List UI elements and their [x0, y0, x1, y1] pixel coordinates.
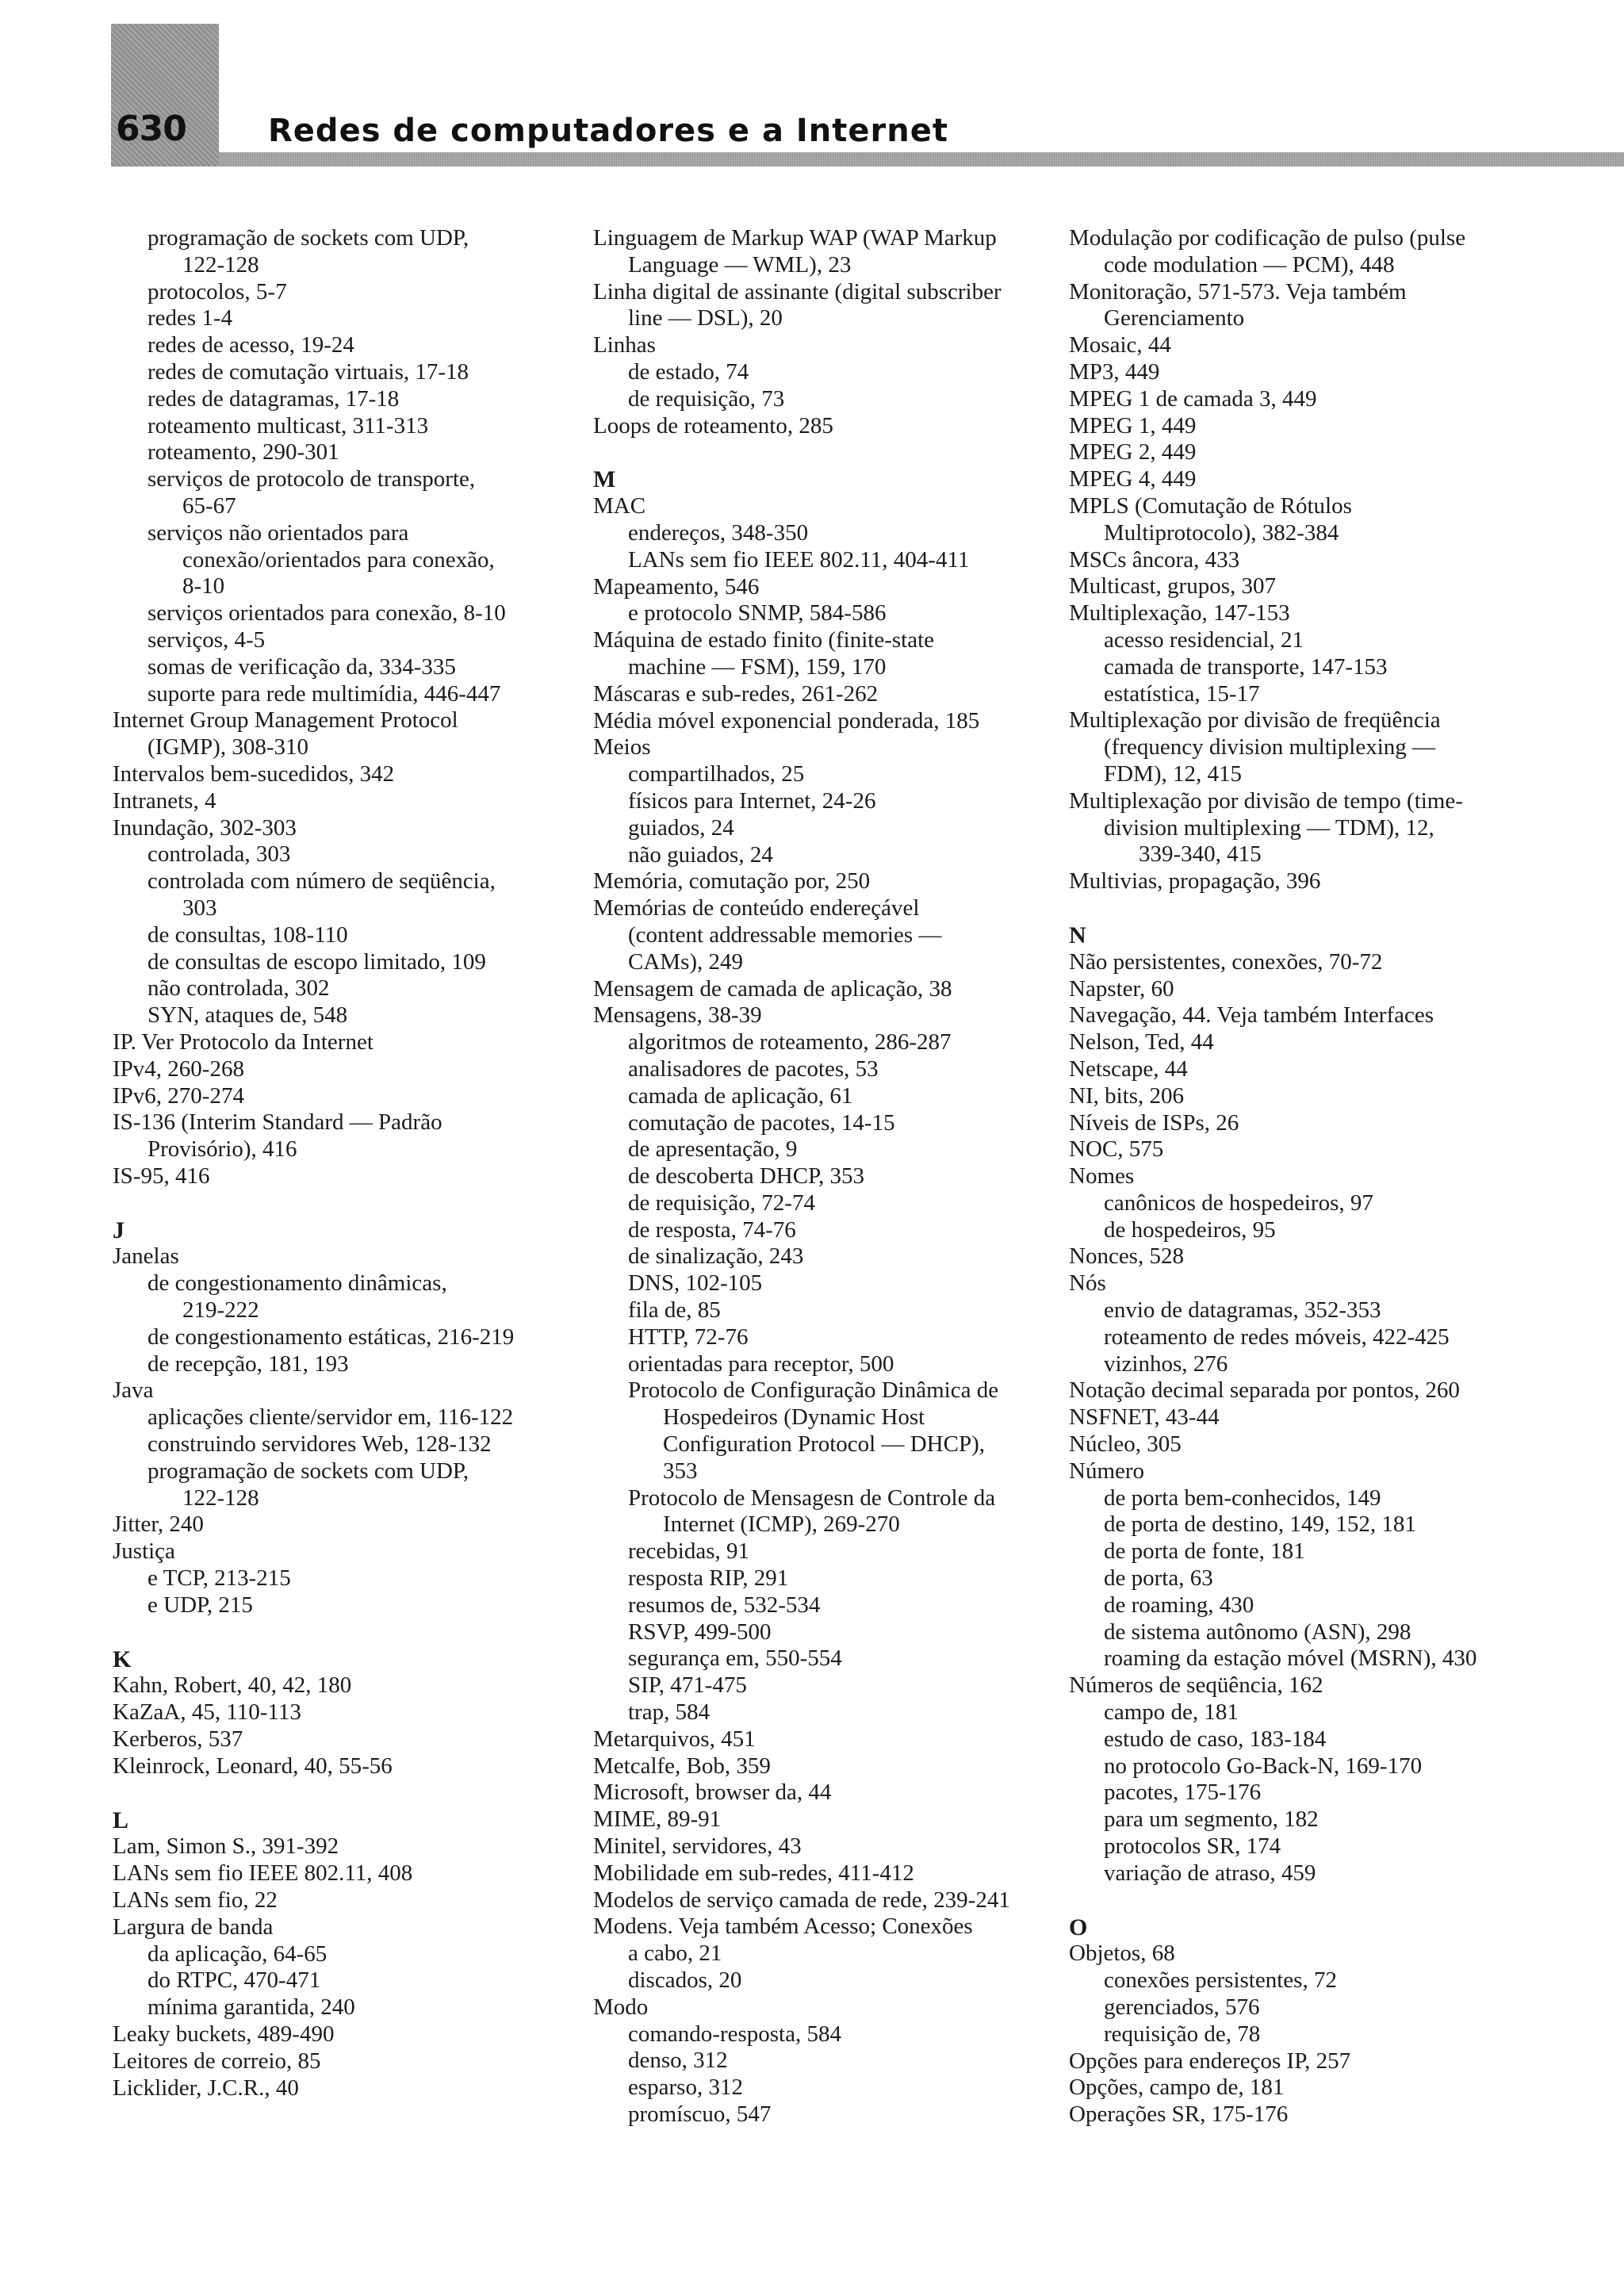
- index-entry: Média móvel exponencial ponderada, 185: [593, 707, 980, 734]
- index-subentry: acesso residencial, 21: [1104, 626, 1304, 653]
- index-entry: MPLS (Comutação de Rótulos: [1069, 492, 1352, 519]
- index-subentry: vizinhos, 276: [1104, 1350, 1228, 1377]
- index-subentry: de recepção, 181, 193: [147, 1350, 349, 1377]
- index-entry: IS-95, 416: [113, 1163, 210, 1189]
- index-entry: Inundação, 302-303: [113, 814, 297, 841]
- index-subentry: recebidas, 91: [628, 1538, 749, 1565]
- index-column-2: [593, 225, 1069, 2128]
- index-entry: Mensagens, 38-39: [593, 1002, 762, 1029]
- index-entry: Multicast, grupos, 307: [1069, 573, 1276, 600]
- index-subentry: 219-222: [182, 1297, 259, 1324]
- index-entry: Minitel, servidores, 43: [593, 1833, 802, 1860]
- header-rule: [219, 152, 1624, 167]
- index-entry: KaZaA, 45, 110-113: [113, 1699, 301, 1726]
- index-subentry: aplicações cliente/servidor em, 116-122: [147, 1404, 514, 1431]
- index-subentry: de requisição, 72-74: [628, 1190, 815, 1216]
- index-subentry: de hospedeiros, 95: [1104, 1216, 1276, 1243]
- index-entry: Máquina de estado finito (finite-state: [593, 627, 935, 653]
- index-subentry: somas de verificação da, 334-335: [147, 653, 456, 680]
- index-entry: Notação decimal separada por pontos, 260: [1069, 1377, 1460, 1404]
- index-entry: Loops de roteamento, 285: [593, 412, 833, 439]
- index-subentry: Provisório), 416: [147, 1136, 297, 1163]
- index-subentry: de roaming, 430: [1104, 1592, 1254, 1618]
- index-entry: Microsoft, browser da, 44: [593, 1780, 832, 1806]
- index-subentry: SYN, ataques de, 548: [147, 1002, 348, 1029]
- index-subentry: FDM), 12, 415: [1104, 760, 1243, 787]
- index-subentry: 65-67: [182, 492, 236, 519]
- index-subentry: de requisição, 73: [628, 385, 785, 412]
- section-gap: [593, 439, 1069, 466]
- index-entry: MSCs âncora, 433: [1069, 546, 1240, 573]
- index-entry: Modelos de serviço camada de rede, 239-241: [593, 1887, 1010, 1913]
- index-subentry: Configuration Protocol — DHCP),: [663, 1431, 985, 1458]
- index-subentry: compartilhados, 25: [628, 761, 805, 787]
- index-subentry: protocolos SR, 174: [1104, 1833, 1281, 1860]
- index-entry: Número: [1069, 1458, 1145, 1484]
- index-subentry: redes de comutação virtuais, 17-18: [147, 358, 469, 385]
- page-number: 630: [116, 109, 186, 149]
- index-subentry: suporte para rede multimídia, 446-447: [147, 680, 501, 707]
- index-entry: Leitores de correio, 85: [113, 2048, 321, 2074]
- index-subentry: de congestionamento dinâmicas,: [147, 1270, 447, 1297]
- index-entry: Mensagem de camada de aplicação, 38: [593, 975, 952, 1002]
- index-subentry: roteamento de redes móveis, 422-425: [1104, 1324, 1450, 1350]
- index-subentry: mínima garantida, 240: [147, 1994, 355, 2021]
- index-entry: Opções para endereços IP, 257: [1069, 2048, 1351, 2074]
- index-entry: Operações SR, 175-176: [1069, 2101, 1289, 2128]
- index-subentry: serviços, 4-5: [147, 626, 266, 653]
- index-entry: Kleinrock, Leonard, 40, 55-56: [113, 1753, 393, 1779]
- index-subentry: Internet (ICMP), 269-270: [663, 1511, 900, 1538]
- index-entry: Multiplexação por divisão de tempo (time-: [1069, 787, 1463, 814]
- index-subentry: esparso, 312: [628, 2075, 743, 2101]
- index-subentry: camada de aplicação, 61: [628, 1082, 853, 1109]
- index-subentry: DNS, 102-105: [628, 1270, 763, 1297]
- index-entry: Modulação por codificação de pulso (pulse: [1069, 225, 1466, 251]
- index-subentry: HTTP, 72-76: [628, 1324, 749, 1350]
- index-entry: MP3, 449: [1069, 358, 1160, 385]
- index-entry: MPEG 4, 449: [1069, 466, 1197, 492]
- index-subentry: redes de acesso, 19-24: [147, 332, 354, 358]
- index-subentry: camada de transporte, 147-153: [1104, 653, 1388, 680]
- index-subentry: 122-128: [182, 251, 259, 278]
- index-entry: Multivias, propagação, 396: [1069, 868, 1321, 895]
- index-subentry: RSVP, 499-500: [628, 1619, 772, 1645]
- index-subentry: no protocolo Go-Back-N, 169-170: [1104, 1753, 1423, 1779]
- index-entry: MPEG 2, 449: [1069, 439, 1197, 465]
- section-letter: J: [113, 1216, 124, 1243]
- section-gap: [113, 1780, 588, 1807]
- index-entry: Navegação, 44. Veja também Interfaces: [1069, 1002, 1434, 1029]
- index-subentry: programação de sockets com UDP,: [147, 225, 469, 251]
- running-title: Redes de computadores e a Internet: [268, 113, 948, 149]
- index-subentry: de consultas de escopo limitado, 109: [147, 948, 486, 975]
- index-subentry: (frequency division multiplexing —: [1104, 734, 1436, 760]
- index-subentry: SIP, 471-475: [628, 1672, 747, 1699]
- index-subentry: não guiados, 24: [628, 841, 773, 868]
- index-entry: Máscaras e sub-redes, 261-262: [593, 680, 879, 707]
- index-subentry: do RTPC, 470-471: [147, 1967, 321, 1994]
- index-entry: Metcalfe, Bob, 359: [593, 1753, 771, 1779]
- index-subentry: roaming da estação móvel (MSRN), 430: [1104, 1645, 1477, 1672]
- index-subentry: construindo servidores Web, 128-132: [147, 1431, 492, 1458]
- index-subentry: campo de, 181: [1104, 1699, 1239, 1726]
- index-entry: NI, bits, 206: [1069, 1082, 1184, 1109]
- index-subentry: 8-10: [182, 573, 225, 600]
- index-subentry: Multiprotocolo), 382-384: [1104, 519, 1339, 546]
- index-entry: Licklider, J.C.R., 40: [113, 2075, 299, 2101]
- index-entry: Lam, Simon S., 391-392: [113, 1833, 339, 1860]
- index-entry: Java: [113, 1377, 154, 1404]
- index-entry: Linha digital de assinante (digital subscriber: [593, 278, 1002, 305]
- index-entry: IPv4, 260-268: [113, 1055, 244, 1082]
- index-subentry: Language — WML), 23: [628, 251, 852, 278]
- index-subentry: 122-128: [182, 1485, 259, 1511]
- index-entry: Opções, campo de, 181: [1069, 2075, 1285, 2101]
- index-subentry: 353: [663, 1458, 698, 1484]
- index-subentry: protocolos, 5-7: [147, 278, 287, 305]
- index-subentry: resposta RIP, 291: [628, 1565, 789, 1592]
- index-subentry: pacotes, 175-176: [1104, 1780, 1262, 1806]
- section-gap: [113, 1619, 588, 1646]
- index-subentry: serviços orientados para conexão, 8-10: [147, 600, 506, 626]
- index-subentry: trap, 584: [628, 1699, 710, 1726]
- index-subentry: Hospedeiros (Dynamic Host: [663, 1404, 925, 1431]
- index-subentry: analisadores de pacotes, 53: [628, 1055, 879, 1082]
- index-entry: Justiça: [113, 1538, 175, 1565]
- running-header: [111, 24, 1515, 167]
- index-entry: Mapeamento, 546: [593, 573, 760, 600]
- index-subentry: de congestionamento estáticas, 216-219: [147, 1324, 515, 1350]
- section-letter: K: [113, 1645, 132, 1672]
- index-entry: LANs sem fio, 22: [113, 1887, 278, 1914]
- index-subentry: para um segmento, 182: [1104, 1806, 1319, 1833]
- index-subentry: de porta de destino, 149, 152, 181: [1104, 1511, 1416, 1538]
- index-subentry: de descoberta DHCP, 353: [628, 1163, 865, 1190]
- index-entry: Números de seqüência, 162: [1069, 1672, 1323, 1699]
- section-gap: [1069, 1887, 1545, 1914]
- index-entry: Nós: [1069, 1270, 1106, 1297]
- index-subentry: division multiplexing — TDM), 12,: [1104, 814, 1434, 841]
- index-entry: LANs sem fio IEEE 802.11, 408: [113, 1860, 413, 1887]
- section-letter: N: [1069, 921, 1086, 948]
- index-entry: NOC, 575: [1069, 1136, 1164, 1163]
- index-subentry: comando-resposta, 584: [628, 2021, 841, 2047]
- index-subentry: Protocolo de Mensagesn de Controle da: [628, 1485, 996, 1511]
- index-subentry: de apresentação, 9: [628, 1136, 798, 1163]
- index-subentry: da aplicação, 64-65: [147, 1940, 327, 1967]
- index-entry: NSFNET, 43-44: [1069, 1404, 1220, 1431]
- index-subentry: serviços de protocolo de transporte,: [147, 466, 476, 492]
- index-entry: Níveis de ISPs, 26: [1069, 1109, 1239, 1136]
- index-subentry: variação de atraso, 459: [1104, 1860, 1316, 1886]
- index-subentry: físicos para Internet, 24-26: [628, 787, 876, 814]
- index-subentry: machine — FSM), 159, 170: [628, 653, 887, 680]
- index-subentry: controlada, 303: [147, 841, 291, 868]
- index-entry: Metarquivos, 451: [593, 1726, 756, 1752]
- index-subentry: roteamento, 290-301: [147, 439, 339, 465]
- index-subentry: conexão/orientados para conexão,: [182, 546, 495, 573]
- index-subentry: controlada com número de seqüência,: [147, 868, 496, 895]
- section-gap: [1069, 895, 1545, 922]
- index-entry: Multiplexação, 147-153: [1069, 600, 1290, 626]
- index-entry: Modo: [593, 1994, 649, 2020]
- index-entry: Memória, comutação por, 250: [593, 868, 871, 895]
- index-subentry: 339-340, 415: [1139, 841, 1262, 868]
- index-subentry: de porta, 63: [1104, 1565, 1213, 1592]
- index-subentry: canônicos de hospedeiros, 97: [1104, 1190, 1373, 1216]
- index-subentry: fila de, 85: [628, 1297, 721, 1324]
- index-entry: MPEG 1 de camada 3, 449: [1069, 385, 1317, 412]
- section-letter: L: [113, 1806, 129, 1833]
- index-entry: Nonces, 528: [1069, 1243, 1184, 1270]
- index-entry: Napster, 60: [1069, 975, 1174, 1002]
- index-subentry: requisição de, 78: [1104, 2021, 1261, 2047]
- index-subentry: de sistema autônomo (ASN), 298: [1104, 1619, 1411, 1645]
- index-subentry: Protocolo de Configuração Dinâmica de: [628, 1377, 999, 1404]
- index-entry: IPv6, 270-274: [113, 1082, 244, 1109]
- section-letter: O: [1069, 1914, 1088, 1940]
- index-subentry: estatística, 15-17: [1104, 680, 1260, 707]
- index-entry: Janelas: [113, 1243, 179, 1270]
- index-column-1: [113, 225, 588, 2101]
- page-number-box: [111, 24, 219, 167]
- index-entry: Nomes: [1069, 1163, 1135, 1190]
- index-subentry: 303: [182, 895, 217, 921]
- index-entry: IP. Ver Protocolo da Internet: [113, 1029, 373, 1055]
- index-subentry: code modulation — PCM), 448: [1104, 251, 1395, 278]
- index-subentry: não controlada, 302: [147, 975, 330, 1002]
- index-subentry: (IGMP), 308-310: [147, 734, 308, 760]
- index-subentry: guiados, 24: [628, 814, 734, 841]
- index-subentry: resumos de, 532-534: [628, 1592, 821, 1618]
- index-subentry: de consultas, 108-110: [147, 921, 348, 948]
- index-entry: Meios: [593, 734, 651, 760]
- index-entry: Intranets, 4: [113, 787, 216, 814]
- index-entry: Núcleo, 305: [1069, 1431, 1182, 1458]
- index-subentry: endereços, 348-350: [628, 519, 809, 546]
- index-entry: Monitoração, 571-573. Veja também: [1069, 278, 1407, 305]
- index-subentry: de porta bem-conhecidos, 149: [1104, 1485, 1381, 1511]
- index-entry: Kerberos, 537: [113, 1726, 243, 1753]
- index-entry: Internet Group Management Protocol: [113, 707, 458, 734]
- index-subentry: redes 1-4: [147, 305, 233, 331]
- index-subentry: de sinalização, 243: [628, 1243, 804, 1270]
- index-subentry: algoritmos de roteamento, 286-287: [628, 1029, 952, 1055]
- section-gap: [113, 1190, 588, 1217]
- index-entry: Mosaic, 44: [1069, 332, 1171, 358]
- index-subentry: discados, 20: [628, 1967, 742, 1993]
- index-subentry: denso, 312: [628, 2048, 728, 2074]
- index-subentry: programação de sockets com UDP,: [147, 1458, 469, 1484]
- index-subentry: a cabo, 21: [628, 1940, 722, 1967]
- index-entry: Linguagem de Markup WAP (WAP Markup: [593, 225, 997, 251]
- index-subentry: redes de datagramas, 17-18: [147, 385, 400, 412]
- index-entry: Não persistentes, conexões, 70-72: [1069, 948, 1383, 975]
- index-entry: Modens. Veja também Acesso; Conexões: [593, 1914, 973, 1940]
- index-entry: Objetos, 68: [1069, 1940, 1175, 1967]
- index-subentry: comutação de pacotes, 14-15: [628, 1109, 895, 1136]
- index-subentry: de estado, 74: [628, 358, 749, 385]
- index-subentry: line — DSL), 20: [628, 305, 783, 331]
- index-subentry: conexões persistentes, 72: [1104, 1967, 1337, 1994]
- index-entry: Linhas: [593, 332, 656, 358]
- index-subentry: e UDP, 215: [147, 1592, 253, 1618]
- index-subentry: de porta de fonte, 181: [1104, 1538, 1305, 1565]
- index-subentry: estudo de caso, 183-184: [1104, 1726, 1327, 1752]
- index-entry: Kahn, Robert, 40, 42, 180: [113, 1672, 352, 1699]
- index-subentry: de resposta, 74-76: [628, 1216, 796, 1243]
- index-entry: Jitter, 240: [113, 1511, 204, 1538]
- index-entry: MAC: [593, 493, 646, 519]
- index-entry: MPEG 1, 449: [1069, 412, 1197, 439]
- index-entry: Leaky buckets, 489-490: [113, 2021, 335, 2047]
- index-entry: Multiplexação por divisão de freqüência: [1069, 707, 1441, 734]
- index-entry: IS-136 (Interim Standard — Padrão: [113, 1109, 442, 1136]
- index-subentry: CAMs), 249: [628, 948, 744, 975]
- index-subentry: e TCP, 213-215: [147, 1565, 291, 1592]
- index-entry: Mobilidade em sub-redes, 411-412: [593, 1860, 914, 1886]
- index-subentry: segurança em, 550-554: [628, 1645, 842, 1672]
- index-entry: Largura de banda: [113, 1914, 274, 1940]
- index-entry: Nelson, Ted, 44: [1069, 1029, 1214, 1055]
- index-subentry: e protocolo SNMP, 584-586: [628, 600, 887, 626]
- index-subentry: promíscuo, 547: [628, 2101, 772, 2127]
- index-entry: Memórias de conteúdo endereçável: [593, 895, 920, 921]
- index-subentry: Gerenciamento: [1104, 305, 1245, 331]
- index-subentry: gerenciados, 576: [1104, 1994, 1260, 2020]
- index-column-3: [1069, 225, 1545, 2128]
- index-subentry: orientadas para receptor, 500: [628, 1350, 894, 1377]
- index-subentry: serviços não orientados para: [147, 519, 409, 546]
- index-entry: MIME, 89-91: [593, 1806, 722, 1833]
- section-letter: M: [593, 466, 616, 493]
- index-subentry: (content addressable memories —: [628, 921, 942, 948]
- index-entry: Intervalos bem-sucedidos, 342: [113, 760, 395, 787]
- index-subentry: envio de datagramas, 352-353: [1104, 1297, 1381, 1324]
- index-subentry: roteamento multicast, 311-313: [147, 412, 429, 439]
- index-entry: Netscape, 44: [1069, 1055, 1188, 1082]
- index-subentry: LANs sem fio IEEE 802.11, 404-411: [628, 546, 970, 573]
